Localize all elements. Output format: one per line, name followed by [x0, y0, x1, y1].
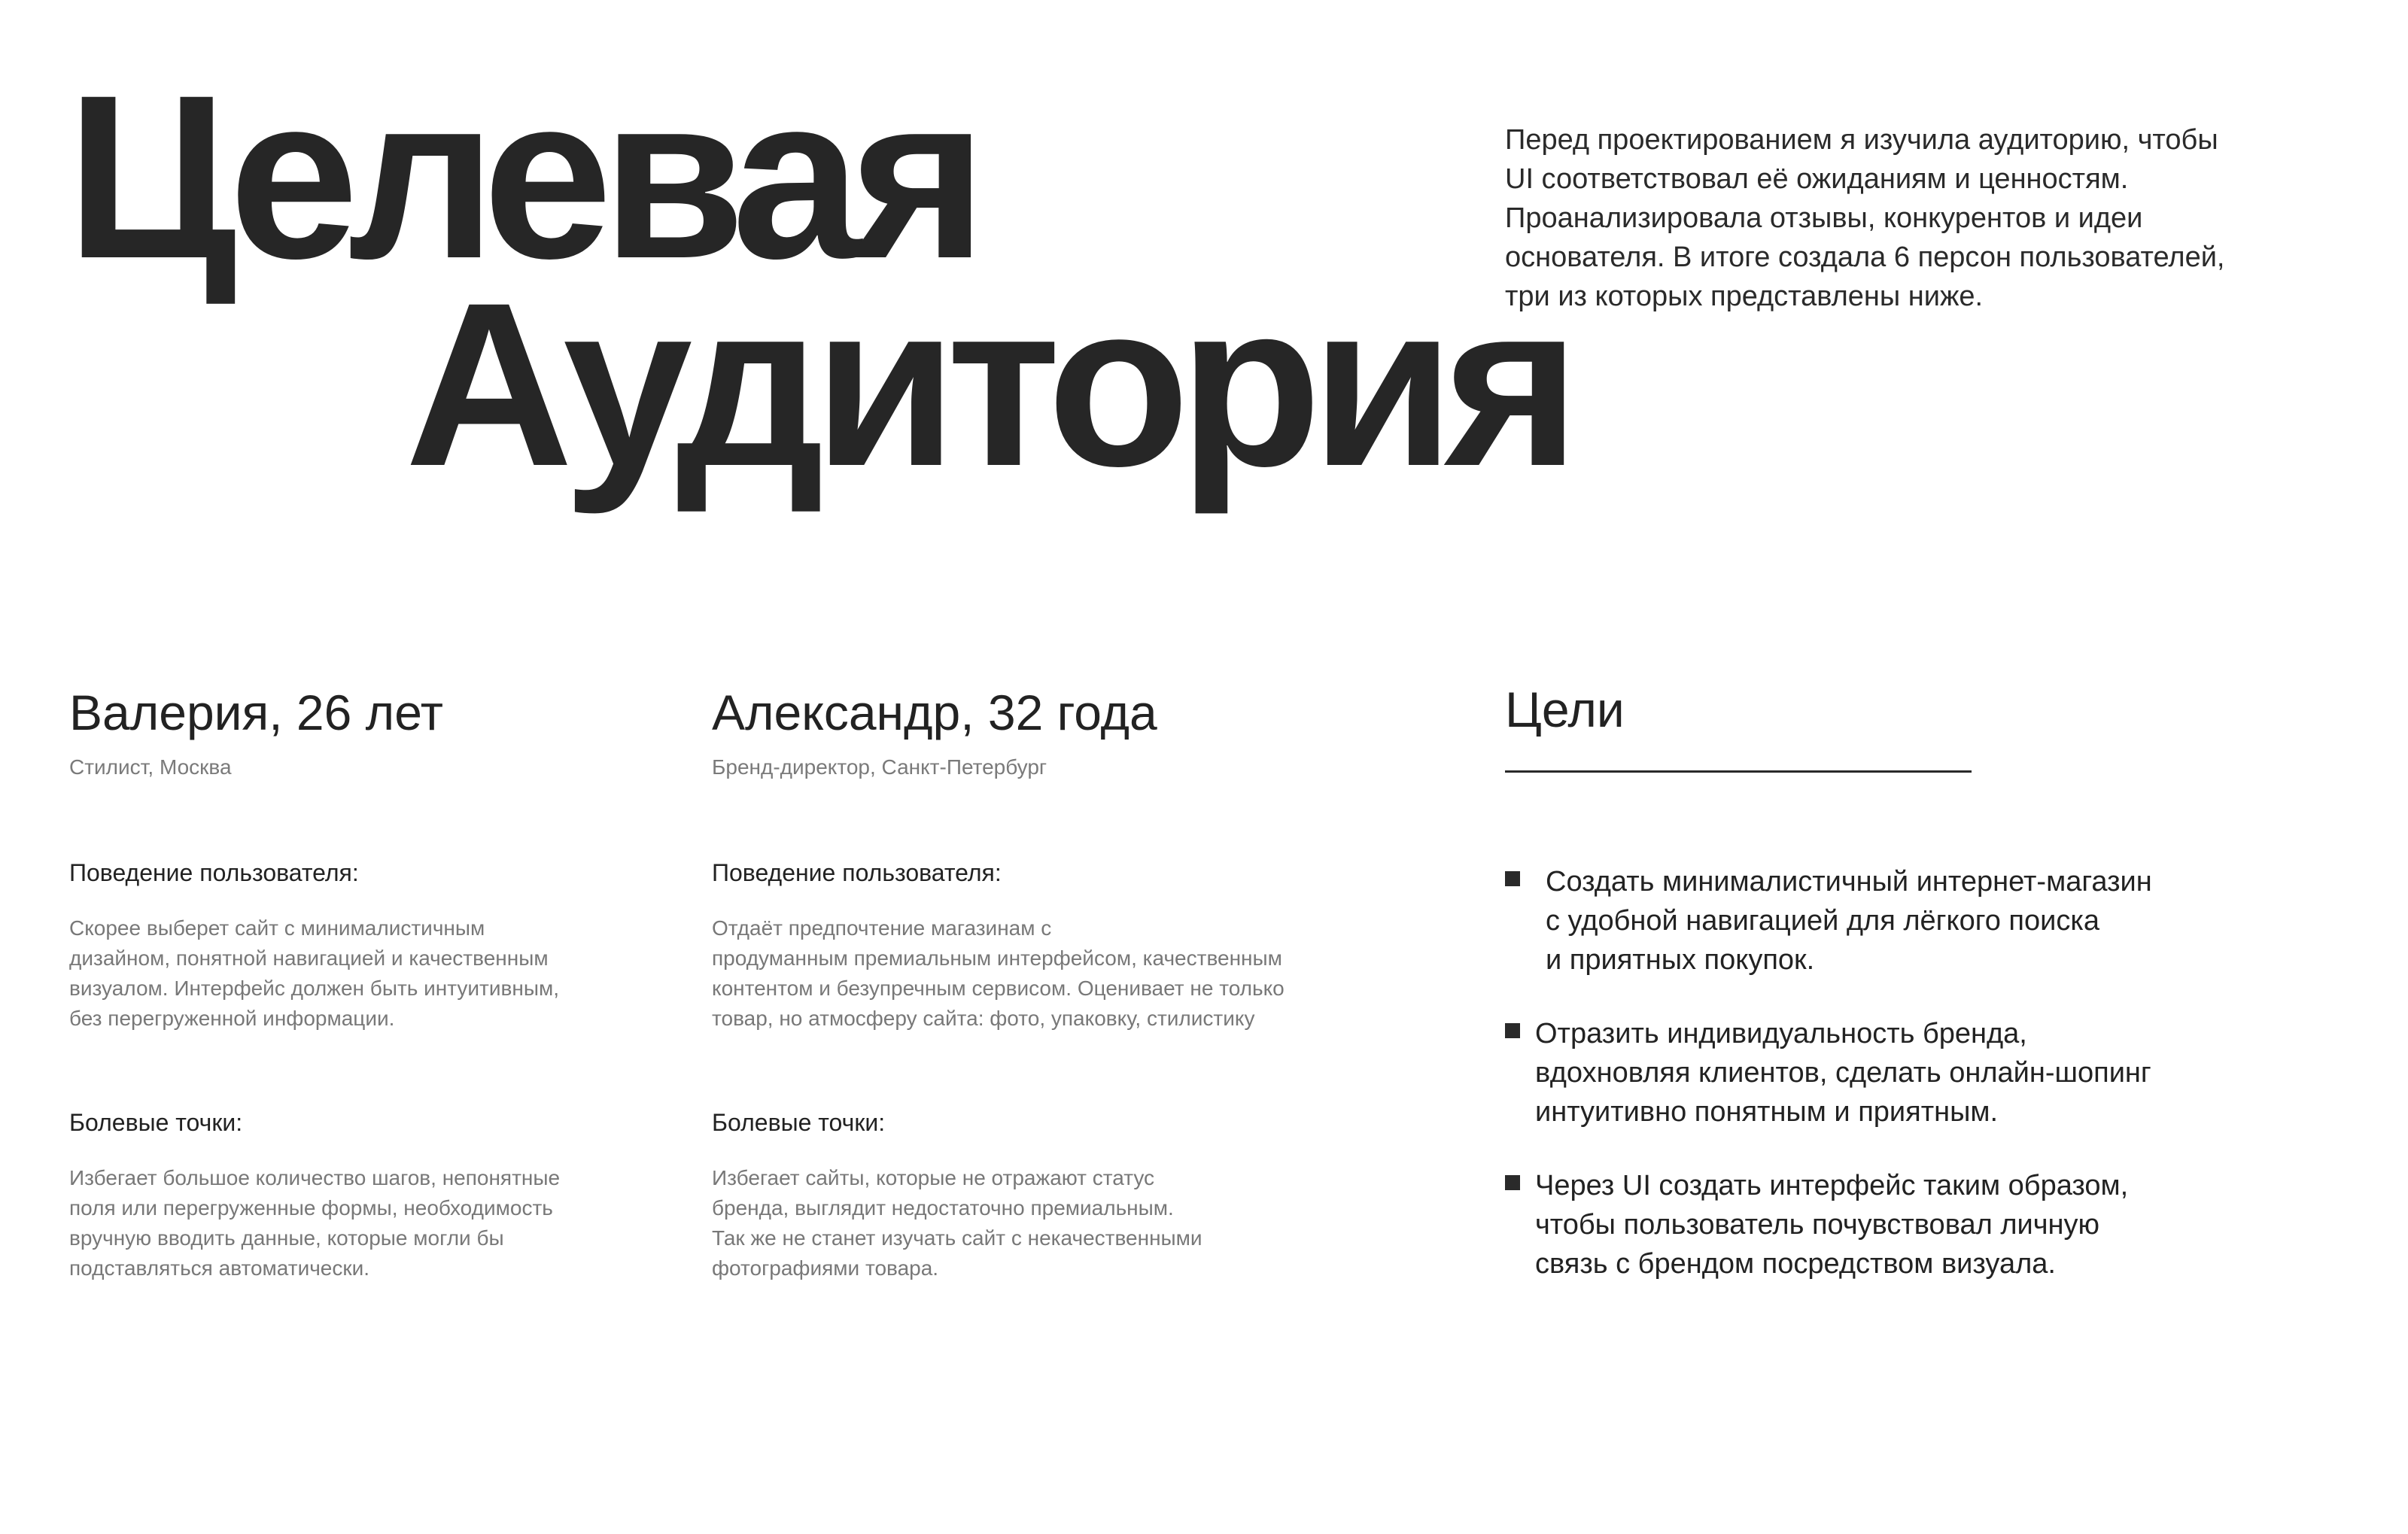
goal-line: интуитивно понятным и приятным. — [1535, 1096, 1999, 1128]
intro-line: основателя. В итоге создала 6 персон пользователей, — [1505, 241, 2225, 273]
persona-role: Бренд-директор, Санкт-Петербург — [712, 755, 1047, 779]
square-bullet-icon — [1505, 1023, 1520, 1038]
persona-role: Стилист, Москва — [69, 755, 232, 779]
behavior-line: дизайном, понятной навигацией и качественным — [69, 946, 549, 970]
behavior-line: товар, но атмосферу сайта: фото, упаковку, стилистику — [712, 1007, 1255, 1030]
behavior-line: визуалом. Интерфейс должен быть интуитивным, — [69, 977, 559, 1000]
goal-line: вдохновляя клиентов, сделать онлайн-шопинг — [1535, 1057, 2151, 1089]
goals-divider — [1505, 770, 1972, 773]
goal-text — [1546, 862, 2152, 980]
pain-points-text — [69, 1163, 560, 1283]
intro-line: Перед проектированием я изучила аудиторию, чтобы — [1505, 124, 2218, 156]
pain-point-line: Избегает сайты, которые не отражают статус — [712, 1166, 1155, 1189]
intro-line: три из которых представлены ниже. — [1505, 281, 1984, 312]
pain-point-line: бренда, выглядит недостаточно премиальным. — [712, 1196, 1174, 1220]
goal-line: связь с брендом посредством визуала. — [1535, 1248, 2056, 1280]
pain-point-line: Так же не станет изучать сайт с некачественными — [712, 1226, 1202, 1250]
behavior-line: Отдаёт предпочтение магазинам с — [712, 916, 1052, 940]
behavior-label: Поведение пользователя: — [69, 859, 359, 886]
pain-points-label: Болевые точки: — [712, 1109, 886, 1136]
persona-name: Валерия, 26 лет — [69, 685, 443, 740]
pain-point-line: фотографиями товара. — [712, 1256, 939, 1280]
persona-name: Александр, 32 года — [712, 685, 1157, 740]
behavior-line: продуманным премиальным интерфейсом, качественным — [712, 946, 1282, 970]
goal-item — [1505, 862, 2333, 990]
pain-point-line: поля или перегруженные формы, необходимость — [69, 1196, 553, 1220]
behavior-text — [712, 913, 1285, 1034]
intro-line: Проанализировала отзывы, конкурентов и идеи — [1505, 202, 2143, 234]
hero-title-line-2: Аудитория — [405, 254, 1570, 515]
goal-text — [1535, 1014, 2151, 1132]
pain-point-line: вручную вводить данные, которые могли бы — [69, 1226, 504, 1250]
goal-line: с удобной навигацией для лёгкого поиска — [1546, 905, 2099, 937]
goal-line: Создать минималистичный интернет-магазин — [1546, 866, 2152, 898]
goal-item — [1505, 1166, 2333, 1294]
behavior-label: Поведение пользователя: — [712, 859, 1002, 886]
goal-item — [1505, 1014, 2333, 1142]
goal-line: чтобы пользователь почувствовал личную — [1535, 1209, 2099, 1241]
pain-point-line: подставляться автоматически. — [69, 1256, 370, 1280]
goals-title: Цели — [1505, 682, 1625, 737]
intro-paragraph — [1505, 120, 2295, 316]
goal-line: и приятных покупок. — [1546, 944, 1815, 976]
behavior-line: контентом и безупречным сервисом. Оценивает не только — [712, 977, 1285, 1000]
behavior-text — [69, 913, 559, 1034]
pain-point-line: Избегает большое количество шагов, непонятные — [69, 1166, 561, 1189]
goal-line: Отразить индивидуальность бренда, — [1535, 1018, 2027, 1049]
square-bullet-icon — [1505, 871, 1520, 886]
pain-points-label: Болевые точки: — [69, 1109, 243, 1136]
intro-line: UI соответствовал её ожиданиям и ценностям. — [1505, 163, 2129, 195]
square-bullet-icon — [1505, 1175, 1520, 1190]
pain-points-text — [712, 1163, 1202, 1283]
behavior-line: Скорее выберет сайт с минималистичным — [69, 916, 485, 940]
goal-line: Через UI создать интерфейс таким образом, — [1535, 1170, 2129, 1201]
behavior-line: без перегруженной информации. — [69, 1007, 395, 1030]
hero-title-line-1: Целевая — [66, 46, 977, 307]
goal-text — [1535, 1166, 2128, 1283]
